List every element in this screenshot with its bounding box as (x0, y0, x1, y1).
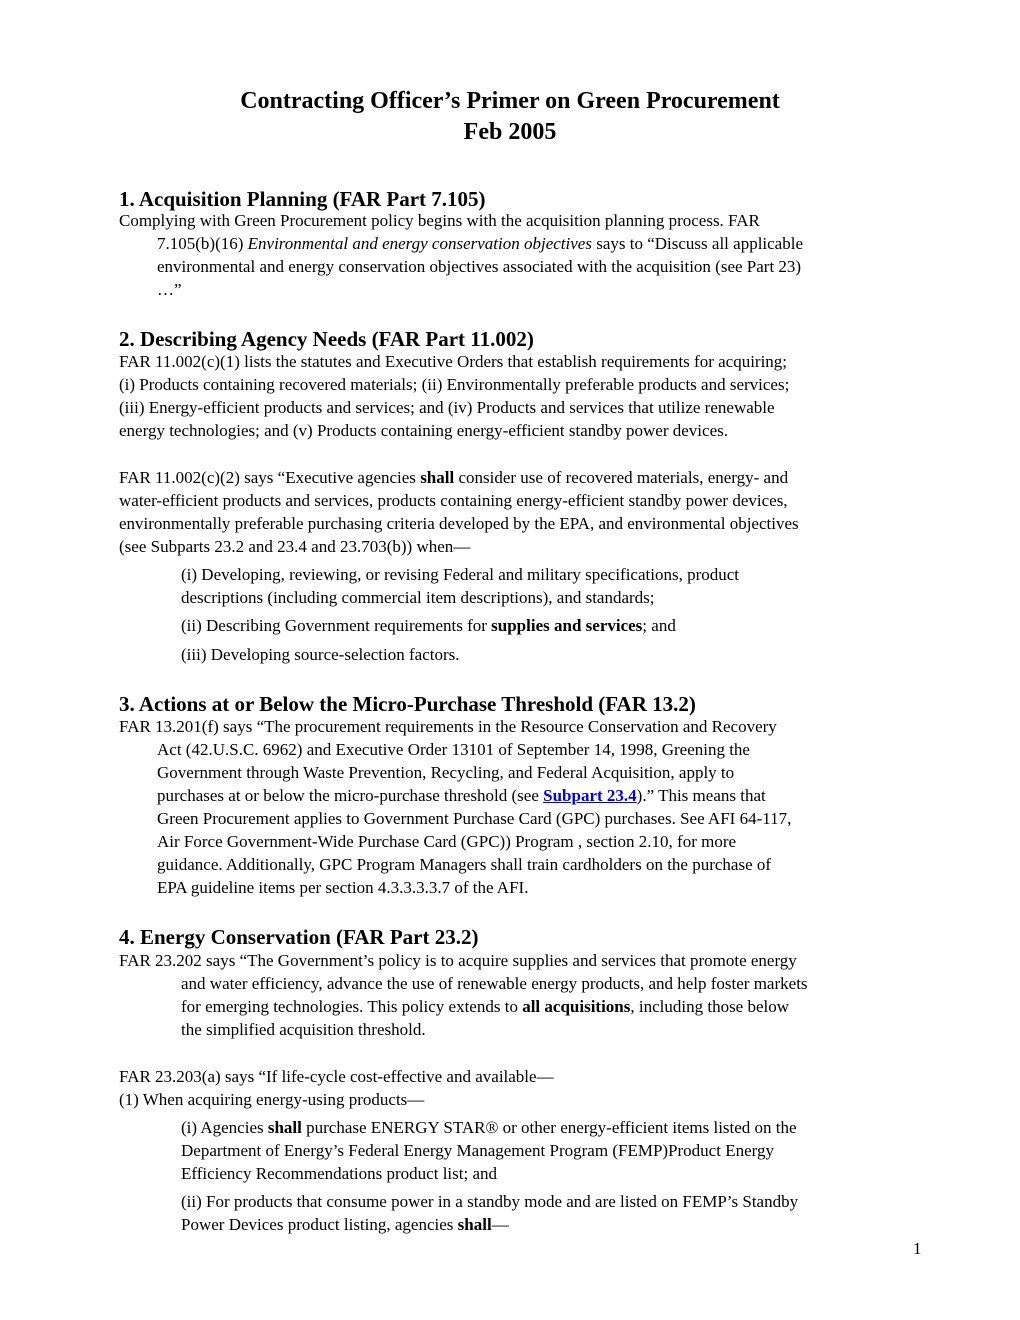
section-3-text: FAR 13.201(f) says “The procurement requirements in the Resource Conservation and Recovery (119, 717, 777, 736)
bold-text-run: shall (457, 1215, 492, 1234)
text-run: ; and (642, 616, 676, 635)
section-2-text: energy technologies; and (v) Products containing energy-efficient standby power devices. (119, 421, 728, 440)
section-1-text: Complying with Green Procurement policy begins with the acquisition planning process. FAR (119, 211, 760, 230)
list-item: (iii) Developing source-selection factors. (181, 645, 460, 664)
section-2-text: water-efficient products and services, products containing energy-efficient standby power devices, (119, 491, 788, 510)
italic-text-run: Environmental and energy conservation objectives (247, 234, 592, 253)
text-run: says to “Discuss all applicable (591, 234, 803, 253)
section-1-text (157, 232, 803, 255)
text-run: FAR 11.002(c)(2) says “Executive agencies (119, 468, 421, 487)
section-3-text (157, 784, 766, 807)
section-4-text: (1) When acquiring energy-using products— (119, 1090, 425, 1109)
bold-text-run: shall (267, 1118, 302, 1137)
list-item: Efficiency Recommendations product list; and (181, 1164, 497, 1183)
section-3-text: guidance. Additionally, GPC Program Managers shall train cardholders on the purchase of (157, 855, 772, 874)
list-item (181, 614, 676, 637)
section-2-heading: 2. Describing Agency Needs (FAR Part 11.002) (119, 327, 534, 351)
bold-text-run: all acquisitions (522, 997, 631, 1016)
list-item (181, 1213, 509, 1236)
section-1-text: environmental and energy conservation objectives associated with the acquisition (see Part 23) (157, 257, 802, 276)
section-3-text: Government through Waste Prevention, Recycling, and Federal Acquisition, apply to (157, 763, 735, 782)
text-run: Power Devices product listing, agencies (181, 1215, 458, 1234)
section-3-text: Green Procurement applies to Government Purchase Card (GPC) purchases. See AFI 64-117, (157, 809, 792, 828)
bold-text-run: shall (420, 468, 455, 487)
section-2-text: (iii) Energy-efficient products and services; and (iv) Products and services that utilize renewable (119, 398, 775, 417)
text-run: for emerging technologies. This policy extends to (181, 997, 523, 1016)
section-4-text: the simplified acquisition threshold. (181, 1020, 426, 1039)
section-3-text: Act (42.U.S.C. 6962) and Executive Order 13101 of September 14, 1998, Greening the (157, 740, 750, 759)
list-item: descriptions (including commercial item descriptions), and standards; (181, 588, 655, 607)
section-4-text: FAR 23.203(a) says “If life-cycle cost-effective and available— (119, 1067, 554, 1086)
text-run: — (491, 1215, 509, 1234)
list-item: (i) Developing, reviewing, or revising Federal and military specifications, product (181, 565, 740, 584)
section-4-text: and water efficiency, advance the use of renewable energy products, and help foster markets (181, 974, 808, 993)
document-date: Feb 2005 (463, 119, 557, 145)
section-2-text (119, 466, 788, 489)
text-run: , including those below (630, 997, 790, 1016)
text-run: 7.105(b)(16) (157, 234, 248, 253)
bold-text-run: supplies and services (491, 616, 643, 635)
section-2-text: (see Subparts 23.2 and 23.4 and 23.703(b)) when— (119, 537, 471, 556)
section-3-text: EPA guideline items per section 4.3.3.3.3.7 of the AFI. (157, 878, 529, 897)
section-2-text: environmentally preferable purchasing criteria developed by the EPA, and environmental objectives (119, 514, 799, 533)
list-item: Department of Energy’s Federal Energy Management Program (FEMP)Product Energy (181, 1141, 774, 1160)
text-run: purchases at or below the micro-purchase threshold (see (157, 786, 544, 805)
subpart-23-4-link[interactable]: Subpart 23.4 (543, 786, 637, 805)
list-item (181, 1116, 797, 1139)
page-number: 1 (913, 1239, 922, 1258)
section-1-text: …” (157, 280, 182, 299)
text-run: consider use of recovered materials, energy- and (454, 468, 789, 487)
list-item: (ii) For products that consume power in a standby mode and are listed on FEMP’s Standby (181, 1192, 799, 1211)
section-4-text: FAR 23.202 says “The Government’s policy is to acquire supplies and services that promote energy (119, 951, 797, 970)
document-title: Contracting Officer’s Primer on Green Procurement (240, 88, 780, 114)
section-3-heading: 3. Actions at or Below the Micro-Purchase Threshold (FAR 13.2) (119, 692, 696, 716)
text-run: (i) Agencies (181, 1118, 268, 1137)
text-run: purchase ENERGY STAR® or other energy-efficient items listed on the (301, 1118, 797, 1137)
section-1-heading: 1. Acquisition Planning (FAR Part 7.105) (119, 187, 486, 211)
text-run: ).” This means that (636, 786, 766, 805)
section-2-text: (i) Products containing recovered materials; (ii) Environmentally preferable products and services; (119, 375, 790, 394)
section-2-text: FAR 11.002(c)(1) lists the statutes and Executive Orders that establish requirements for acquiring; (119, 352, 788, 371)
section-3-text: Air Force Government-Wide Purchase Card (GPC)) Program , section 2.10, for more (157, 832, 737, 851)
section-4-text (181, 995, 789, 1018)
section-4-heading: 4. Energy Conservation (FAR Part 23.2) (119, 925, 479, 949)
text-run: (ii) Describing Government requirements for (181, 616, 492, 635)
